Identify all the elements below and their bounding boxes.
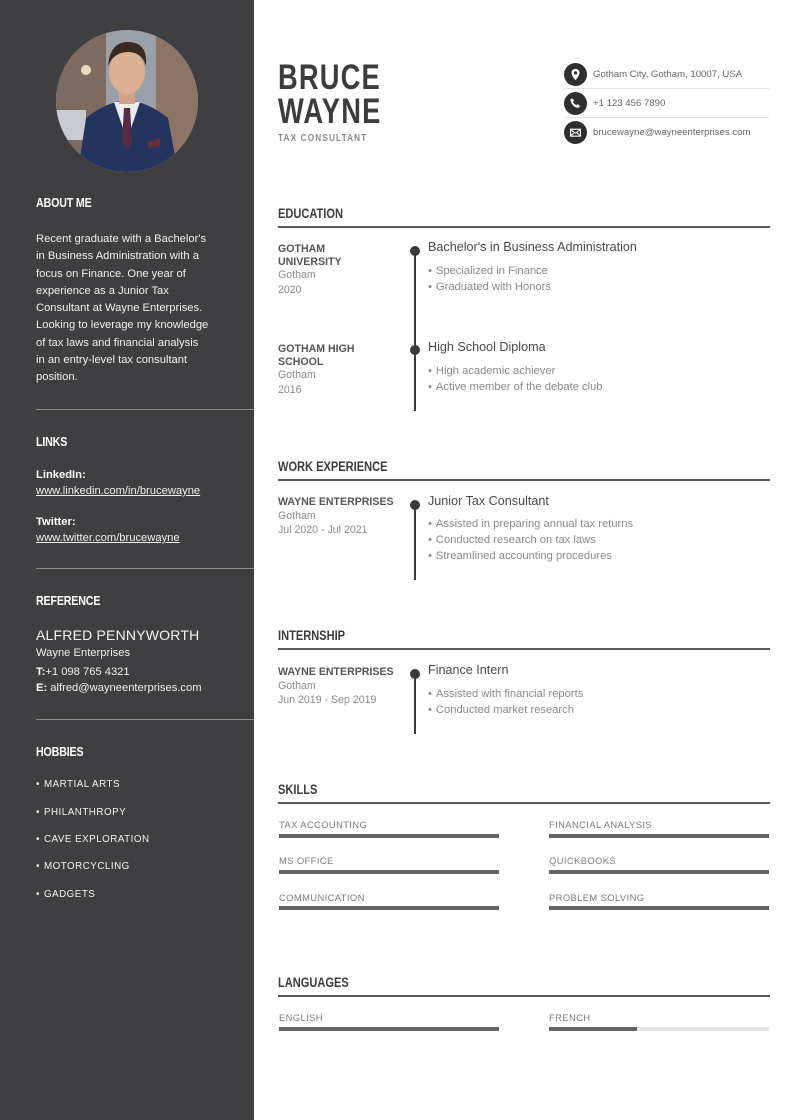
sidebar-divider: [36, 719, 254, 720]
section-rule: [278, 479, 770, 481]
education-entry-meta: GOTHAM UNIVERSITY Gotham 2020: [278, 243, 342, 296]
skill-bar: [279, 906, 499, 910]
linkedin-label: LinkedIn:: [36, 469, 86, 481]
language-label: FRENCH: [549, 1012, 591, 1023]
contact-address: Gotham City, Gotham, 10007, USA: [564, 60, 769, 89]
timeline-line: [414, 674, 416, 734]
hobby-item: • PHILANTHROPY: [36, 807, 126, 818]
skill-bar: [549, 870, 769, 874]
hobby-item: • MOTORCYCLING: [36, 861, 130, 872]
reference-name: ALFRED PENNYWORTH: [36, 627, 200, 643]
skill-bar: [549, 834, 769, 838]
skills-heading: SKILLS: [278, 782, 318, 797]
skill-bar-fill: [549, 870, 769, 874]
twitter-link[interactable]: www.twitter.com/brucewayne: [36, 532, 180, 544]
skill-label: QUICKBOOKS: [549, 855, 617, 866]
work-title: Junior Tax Consultant: [428, 494, 549, 508]
skill-bar-fill: [279, 834, 499, 838]
reference-phone: T:+1 098 765 4321: [36, 666, 130, 678]
contact-email: brucewayne@wayneenterprises.com: [564, 118, 769, 147]
work-entry-meta: WAYNE ENTERPRISES Gotham Jul 2020 - Jul 2021: [278, 496, 394, 536]
skill-label: FINANCIAL ANALYSIS: [549, 819, 653, 830]
education-bullets: • Specialized in Finance • Graduated with Honors: [428, 263, 551, 295]
education-degree: High School Diploma: [428, 340, 546, 354]
about-text: Recent graduate with a Bachelor's in Business Administration with a focus on Finance. One year of experience as a Junior Tax Consultant at Wayne Enterprises. Looking to leverage my knowledge of tax laws and financial analysis in an entry-level tax consultant position.: [36, 233, 209, 384]
skill-bar: [549, 906, 769, 910]
language-bar: [549, 1027, 769, 1031]
skill-label: MS OFFICE: [279, 855, 334, 866]
internship-entry-meta: WAYNE ENTERPRISES Gotham Jun 2019 - Sep 2019: [278, 666, 394, 706]
last-name: WAYNE: [278, 92, 382, 131]
timeline-dot: [410, 669, 420, 679]
envelope-icon: [564, 121, 587, 144]
section-rule: [278, 802, 770, 804]
reference-company: Wayne Enterprises: [36, 647, 131, 659]
phone-icon: [564, 92, 587, 115]
sidebar-divider: [36, 409, 254, 410]
language-bar-fill: [549, 1027, 637, 1031]
hobby-item: • MARTIAL ARTS: [36, 779, 120, 790]
work-heading: WORK EXPERIENCE: [278, 459, 388, 474]
languages-heading: LANGUAGES: [278, 975, 349, 990]
timeline-line: [414, 504, 416, 580]
skill-bar-fill: [549, 834, 769, 838]
internship-heading: INTERNSHIP: [278, 628, 346, 643]
about-heading: ABOUT ME: [36, 195, 92, 210]
education-heading: EDUCATION: [278, 206, 343, 221]
skill-bar: [279, 870, 499, 874]
location-pin-icon: [564, 63, 587, 86]
hobby-item: • GADGETS: [36, 889, 95, 900]
hobby-item: • CAVE EXPLORATION: [36, 834, 150, 845]
linkedin-link[interactable]: www.linkedin.com/in/brucewayne: [36, 485, 201, 497]
education-degree: Bachelor's in Business Administration: [428, 240, 637, 254]
contact-phone: +1 123 456 7890: [564, 89, 769, 118]
first-name: BRUCE: [278, 58, 381, 97]
skill-label: PROBLEM SOLVING: [549, 892, 645, 903]
sidebar: [0, 0, 254, 1120]
section-rule: [278, 226, 770, 228]
twitter-label: Twitter:: [36, 516, 76, 528]
language-bar-fill: [279, 1027, 499, 1031]
skill-label: TAX ACCOUNTING: [279, 819, 368, 830]
work-bullets: • Assisted in preparing annual tax returns • Conducted research on tax laws • Streamlined accounting procedures: [428, 516, 633, 564]
portrait-image: [56, 30, 198, 172]
education-entry-meta: GOTHAM HIGH SCHOOL Gotham 2016: [278, 343, 355, 396]
skill-bar-fill: [279, 906, 499, 910]
section-rule: [278, 995, 770, 997]
reference-heading: REFERENCE: [36, 593, 101, 608]
job-title: TAX CONSULTANT: [278, 133, 368, 144]
internship-bullets: • Assisted with financial reports • Conducted market research: [428, 686, 583, 718]
skill-bar-fill: [279, 870, 499, 874]
skill-bar: [279, 834, 499, 838]
timeline-dot: [410, 246, 420, 256]
education-bullets: • High academic achiever • Active member of the debate club: [428, 363, 603, 395]
reference-email: E: alfred@wayneenterprises.com: [36, 682, 202, 694]
links-heading: LINKS: [36, 434, 68, 449]
sidebar-divider: [36, 568, 254, 569]
skill-label: COMMUNICATION: [279, 892, 365, 903]
hobbies-heading: HOBBIES: [36, 744, 84, 759]
section-rule: [278, 648, 770, 650]
skill-bar-fill: [549, 906, 769, 910]
language-bar: [279, 1027, 499, 1031]
language-label: ENGLISH: [279, 1012, 323, 1023]
timeline-line: [414, 250, 416, 411]
profile-photo: [56, 30, 198, 172]
timeline-dot: [410, 345, 420, 355]
internship-title: Finance Intern: [428, 663, 509, 677]
timeline-dot: [410, 500, 420, 510]
